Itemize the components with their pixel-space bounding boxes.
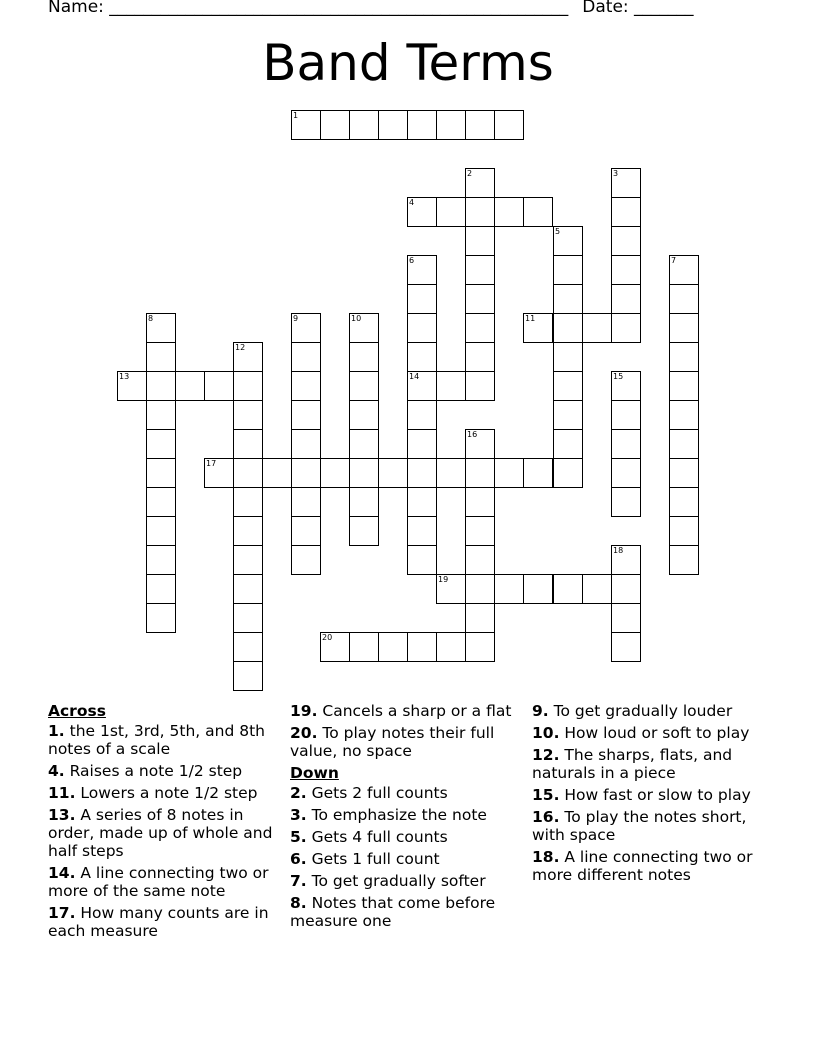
crossword-cell[interactable] [407,429,437,459]
crossword-cell[interactable] [349,110,379,140]
clue-number: 2 [467,169,473,178]
clue-text: To play notes their full value, no space [290,724,495,760]
crossword-cell[interactable] [378,110,408,140]
crossword-cell[interactable] [436,458,466,488]
crossword-cell[interactable] [349,487,379,517]
crossword-cell[interactable] [523,458,553,488]
crossword-cell[interactable] [407,516,437,546]
crossword-cell[interactable] [146,487,176,517]
clue-number-label: 5. [290,828,307,846]
clue-item [290,894,518,930]
crossword-cell[interactable] [611,574,641,604]
clue-number-label: 6. [290,850,307,868]
crossword-cell[interactable] [465,632,495,662]
name-field-label[interactable]: Name: ______________________________________________________ [48,0,569,17]
clue-item [48,806,276,860]
clue-text: Raises a note 1/2 step [69,762,243,780]
crossword-cell[interactable] [669,429,699,459]
crossword-cell[interactable] [669,516,699,546]
crossword-cell[interactable] [465,487,495,517]
clue-number: 19 [438,575,449,584]
crossword-cell[interactable] [523,197,553,227]
clue-item [290,872,518,890]
clue-item [48,762,276,780]
clue-number: 14 [409,372,420,381]
crossword-cell[interactable] [436,371,466,401]
page-title: Band Terms [262,34,554,92]
clue-number-label: 14. [48,864,76,882]
clue-text: The sharps, flats, and naturals in a piece [532,746,733,782]
crossword-cell[interactable] [465,603,495,633]
clue-number: 6 [409,256,415,265]
crossword-cell[interactable] [436,632,466,662]
crossword-cell[interactable] [407,487,437,517]
clue-number: 5 [555,227,561,236]
crossword-cell[interactable] [553,371,583,401]
crossword-cell[interactable] [291,458,321,488]
crossword-cell[interactable] [611,632,641,662]
crossword-cell[interactable] [611,603,641,633]
crossword-cell[interactable] [669,371,699,401]
clue-text: Gets 4 full counts [311,828,448,846]
clue-item [290,724,518,760]
crossword-cell[interactable] [407,632,437,662]
clue-number: 8 [148,314,154,323]
clue-item [532,808,764,844]
clue-number: 20 [322,633,333,642]
clue-text: A line connecting two or more different notes [532,848,753,884]
clue-number: 16 [467,430,478,439]
clue-number: 3 [613,169,619,178]
clue-item [48,864,276,900]
clue-item [290,702,518,720]
clue-number-label: 3. [290,806,307,824]
clue-text: Lowers a note 1/2 step [80,784,258,802]
clue-number-label: 10. [532,724,560,742]
clue-text: the 1st, 3rd, 5th, and 8th notes of a scale [48,722,265,758]
clue-number: 15 [613,372,624,381]
date-field-label[interactable]: Date: _______ [582,0,694,17]
down-heading: Down [290,764,339,782]
clue-text: Cancels a sharp or a flat [322,702,512,720]
crossword-cell[interactable] [465,545,495,575]
clue-text: To play the notes short, with space [532,808,747,844]
down-clue-list [290,784,518,930]
crossword-cell[interactable] [553,342,583,372]
crossword-cell[interactable] [465,110,495,140]
clue-text: Gets 1 full count [311,850,440,868]
clue-number: 18 [613,546,624,555]
clue-text: How fast or slow to play [564,786,751,804]
crossword-cell[interactable] [349,632,379,662]
clues-column-3 [532,702,764,888]
clues-column-2 [290,702,518,934]
clue-item [532,786,764,804]
crossword-cell[interactable] [146,400,176,430]
crossword-cell[interactable] [349,516,379,546]
crossword-cell[interactable] [465,255,495,285]
crossword-cell[interactable] [611,458,641,488]
crossword-cell[interactable] [553,458,583,488]
down-clue-list-continued [532,702,764,884]
crossword-cell[interactable] [465,313,495,343]
crossword-cell[interactable] [349,342,379,372]
crossword-cell[interactable] [407,110,437,140]
crossword-cell[interactable] [494,197,524,227]
crossword-cell[interactable] [291,342,321,372]
crossword-cell[interactable] [378,458,408,488]
crossword-cell[interactable] [669,545,699,575]
crossword-cell[interactable] [146,458,176,488]
crossword-cell[interactable] [407,400,437,430]
crossword-cell[interactable] [553,313,583,343]
clue-number: 11 [525,314,536,323]
crossword-cell[interactable] [233,603,263,633]
clue-item [48,904,276,940]
crossword-cell[interactable] [291,400,321,430]
clue-text: To emphasize the note [311,806,487,824]
crossword-cell[interactable] [146,342,176,372]
clue-text: Gets 2 full counts [311,784,448,802]
clue-text: How many counts are in each measure [48,904,269,940]
crossword-cell[interactable] [669,400,699,430]
crossword-cell[interactable] [233,632,263,662]
crossword-cell[interactable] [146,545,176,575]
clue-number-label: 16. [532,808,560,826]
clue-number-label: 2. [290,784,307,802]
crossword-cell[interactable] [146,516,176,546]
crossword-cell[interactable] [291,487,321,517]
crossword-cell[interactable] [494,458,524,488]
crossword-cell[interactable] [553,284,583,314]
clue-text: To get gradually softer [311,872,486,890]
clue-text: A series of 8 notes in order, made up of whole and half steps [48,806,273,860]
crossword-cell[interactable] [582,574,612,604]
clue-number-label: 8. [290,894,307,912]
crossword-cell[interactable] [436,197,466,227]
across-heading: Across [48,702,106,720]
crossword-cell[interactable] [146,603,176,633]
crossword-cell[interactable] [407,342,437,372]
clue-item [290,850,518,868]
clue-number-label: 20. [290,724,318,742]
crossword-cell[interactable] [465,197,495,227]
crossword-cell[interactable] [523,574,553,604]
crossword-cell[interactable] [291,429,321,459]
crossword-cell[interactable] [407,313,437,343]
clue-number-label: 19. [290,702,318,720]
clue-number: 17 [206,459,217,468]
crossword-cell[interactable] [611,487,641,517]
crossword-cell[interactable] [611,255,641,285]
clue-number: 7 [671,256,677,265]
crossword-cell[interactable] [494,574,524,604]
clue-item [532,702,764,720]
clue-number-label: 15. [532,786,560,804]
crossword-cell[interactable] [669,313,699,343]
clue-number-label: 13. [48,806,76,824]
crossword-cell[interactable] [553,574,583,604]
clue-item [48,722,276,758]
crossword-cell[interactable] [669,487,699,517]
crossword-cell[interactable] [407,284,437,314]
crossword-cell[interactable] [291,516,321,546]
clue-number-label: 17. [48,904,76,922]
across-clue-list-continued [290,702,518,760]
crossword-cell[interactable] [233,661,263,691]
clue-number-label: 4. [48,762,65,780]
clue-number-label: 12. [532,746,560,764]
clue-item [48,784,276,802]
crossword-cell[interactable] [494,110,524,140]
crossword-cell[interactable] [553,400,583,430]
crossword-cell[interactable] [204,371,234,401]
crossword-cell[interactable] [669,284,699,314]
clue-item [532,724,764,742]
crossword-cell[interactable] [349,371,379,401]
clue-text: A line connecting two or more of the same note [48,864,269,900]
crossword-cell[interactable] [465,516,495,546]
crossword-cell[interactable] [465,371,495,401]
crossword-cell[interactable] [233,400,263,430]
clue-item [290,784,518,802]
crossword-cell[interactable] [233,545,263,575]
crossword-cell[interactable] [175,371,205,401]
crossword-cell[interactable] [611,284,641,314]
crossword-cell[interactable] [465,458,495,488]
crossword-cell[interactable] [611,226,641,256]
crossword-cell[interactable] [233,487,263,517]
clue-number: 9 [293,314,299,323]
crossword-cell[interactable] [611,197,641,227]
crossword-cell[interactable] [669,458,699,488]
crossword-cell[interactable] [407,545,437,575]
clue-number: 10 [351,314,362,323]
crossword-cell[interactable] [611,400,641,430]
clue-text: To get gradually louder [553,702,733,720]
clue-number: 12 [235,343,246,352]
clue-number-label: 9. [532,702,549,720]
crossword-cell[interactable] [669,342,699,372]
crossword-cell[interactable] [611,313,641,343]
crossword-cell[interactable] [291,545,321,575]
crossword-cell[interactable] [378,632,408,662]
crossword-cell[interactable] [146,574,176,604]
crossword-cell[interactable] [465,226,495,256]
crossword-cell[interactable] [465,342,495,372]
clue-number: 13 [119,372,130,381]
clue-number: 4 [409,198,415,207]
crossword-cell[interactable] [233,516,263,546]
crossword-cell[interactable] [553,429,583,459]
crossword-cell[interactable] [291,371,321,401]
clue-text: Notes that come before measure one [290,894,496,930]
clue-item [532,848,764,884]
crossword-cell[interactable] [436,110,466,140]
crossword-cell[interactable] [611,429,641,459]
crossword-cell[interactable] [465,574,495,604]
crossword-cell[interactable] [233,371,263,401]
crossword-cell[interactable] [320,110,350,140]
crossword-cell[interactable] [349,429,379,459]
clue-item [532,746,764,782]
crossword-cell[interactable] [465,284,495,314]
crossword-cell[interactable] [233,458,263,488]
clues-column-1 [48,702,276,944]
clue-item [290,828,518,846]
clue-text: How loud or soft to play [564,724,750,742]
crossword-cell[interactable] [262,458,292,488]
across-clue-list [48,722,276,940]
crossword-cell[interactable] [233,574,263,604]
crossword-cell[interactable] [349,458,379,488]
crossword-cell[interactable] [146,371,176,401]
crossword-cell[interactable] [407,458,437,488]
clue-number-label: 7. [290,872,307,890]
clue-number-label: 11. [48,784,76,802]
clue-number-label: 18. [532,848,560,866]
clue-number-label: 1. [48,722,65,740]
crossword-cell[interactable] [320,458,350,488]
crossword-cell[interactable] [349,400,379,430]
clue-item [290,806,518,824]
crossword-cell[interactable] [553,255,583,285]
crossword-cell[interactable] [582,313,612,343]
crossword-cell[interactable] [233,429,263,459]
crossword-cell[interactable] [146,429,176,459]
clue-number: 1 [293,111,299,120]
